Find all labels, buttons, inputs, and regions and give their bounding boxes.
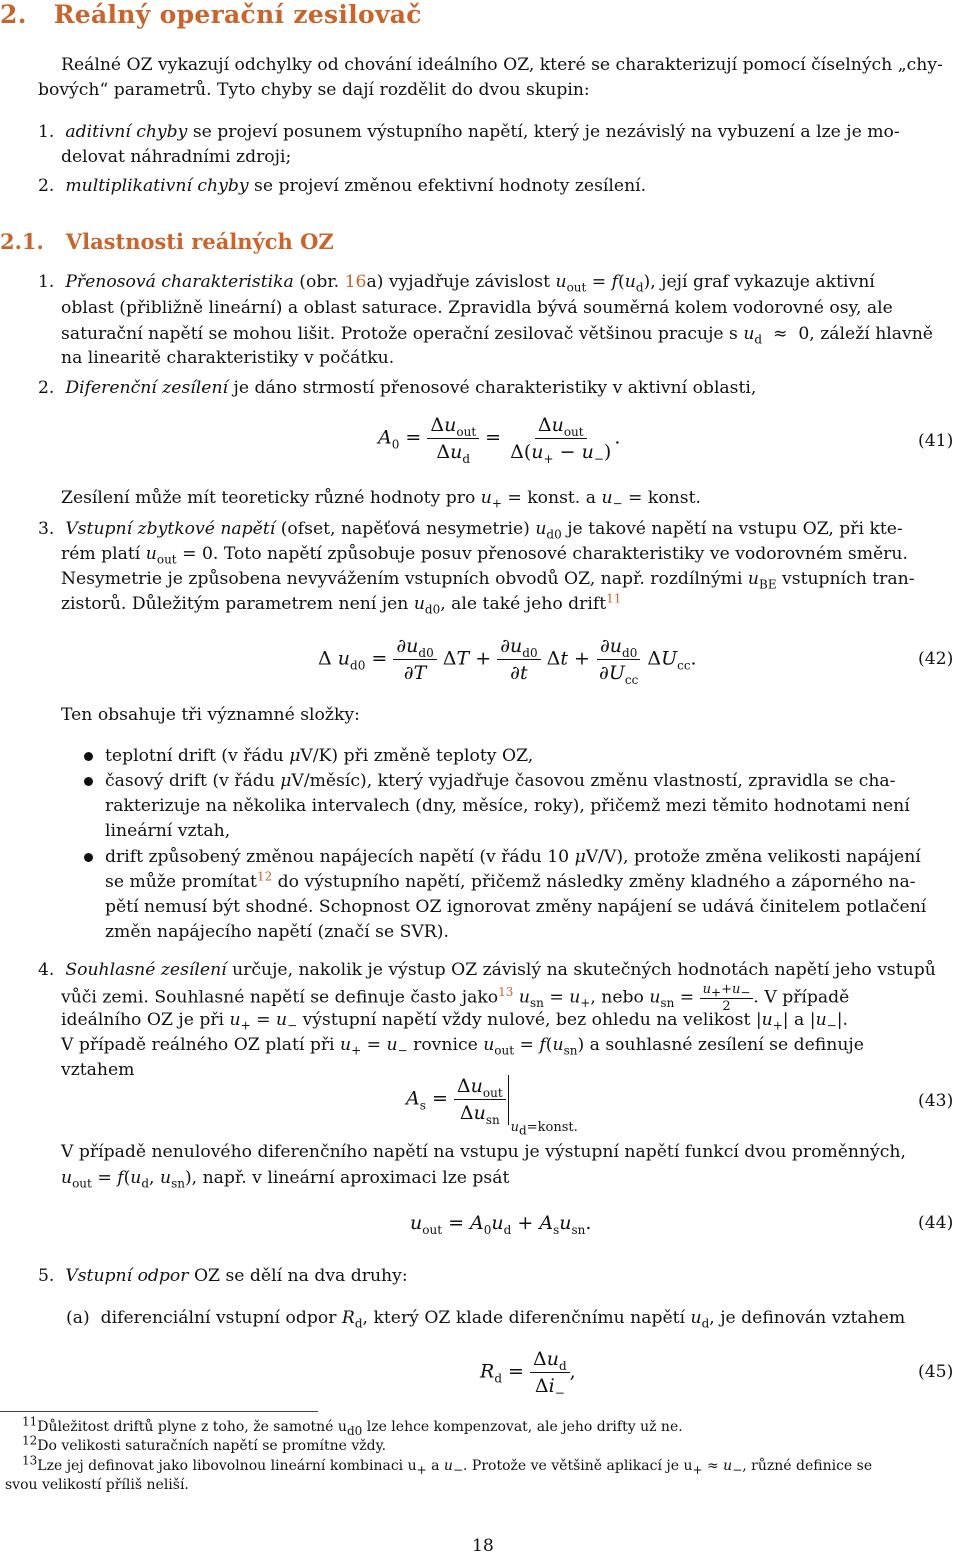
footnote-13-cont: svou velikostí příliš neliší. xyxy=(5,1477,189,1493)
term-additive-errors: aditivní chyby xyxy=(65,122,188,142)
equation-43: $A_s$ = $\frac{\Delta u_{out}}{\Delta u_{sn}}$ $_{u_d=konst.}$ xyxy=(406,1075,578,1138)
intro-line-1: Reálné OZ vykazují odchylky od chování ideálního OZ, které se charakterizují pomocí číselných „chy- xyxy=(61,55,943,75)
figure-reference-link[interactable]: 16 xyxy=(344,272,367,292)
property-4-line-2: vůči zemi. Souhlasné napětí se definuje často jako$^{13}$ $u_{sn} = u_+$, nebo $u_{sn}$ = $\frac{u_++u_-}{2}$ . V případě xyxy=(61,982,850,1014)
property-4-line-6: V případě nenulového diferenčního napětí na vstupu je výstupní napětí funkcí dvou proměnných, xyxy=(61,1142,906,1162)
property-4-line-3: ideálního OZ je při $u_+ = u_-$ výstupní napětí vždy nulové, bez ohledu na velikost $|u_+|$ a $|u_-|$. xyxy=(61,1010,848,1033)
drift-item-3-line-4: změn napájecího napětí (značí se SVR). xyxy=(105,922,449,942)
intro-line-2: bových“ parametrů. Tyto chyby se dají rozdělit do dvou skupin: xyxy=(38,80,590,100)
footnote-rule xyxy=(0,1411,318,1412)
drift-item-2-line-1: časový drift (v řádu μV/měsíc), který vyjadřuje časovou změnu vlastností, zpravidla se cha- xyxy=(105,771,896,791)
error-type-2: 2. multiplikativní chyby se projeví změnou efektivní hodnoty zesílení. xyxy=(38,176,647,196)
drift-item-3-line-2: se může promítat$^{12}$ do výstupního napětí, přičemž následky změny kladného a záporného na- xyxy=(105,869,916,892)
equation-number-42: (42) xyxy=(918,649,954,669)
footnote-ref-11[interactable]: 11 xyxy=(606,591,622,606)
property-4-line-5: vztahem xyxy=(61,1060,135,1080)
property-2-line-2: Zesílení může mít teoreticky různé hodnoty pro $u_+$ = konst. a $u_-$ = konst. xyxy=(61,488,701,511)
property-1-line-3: saturační napětí se mohou lišit. Protože operační zesilovač většinou pracuje s $u_d \approx 0$, záleží hlavně xyxy=(61,324,933,347)
equation-number-44: (44) xyxy=(918,1213,954,1233)
drift-item-2-line-3: lineární vztah, xyxy=(105,821,231,841)
footnote-12: $^{12}$Do velikosti saturačních napětí se promítne vždy. xyxy=(22,1433,387,1454)
footnote-13: $^{13}$Lze jej definovat jako libovolnou lineární kombinaci $u_+$ a $u_-$. Protože ve většině aplikací je $u_+ \approx u_-$, různé definice se xyxy=(22,1453,873,1477)
property-4-line-7: $u_{out} = f(u_d$, $u_{sn}$), např. v lineární aproximaci lze psát xyxy=(61,1168,510,1191)
term-multiplicative-errors: multiplikativní chyby xyxy=(65,176,249,196)
property-5-line-1: 5. Vstupní odpor OZ se dělí na dva druhy: xyxy=(38,1266,408,1286)
equation-41: $A_0$ = $\frac{\Delta u_{out}}{\Delta u_d}$ = $\frac{\Delta u_{out}}{\Delta(u_+ - u_-)}$ . xyxy=(378,414,621,466)
property-3-line-2: rém platí $u_{out} = 0$. Toto napětí způsobuje posuv přenosové charakteristiky ve vodorovném směru. xyxy=(61,544,908,567)
property-3-line-1: 3. Vstupní zbytkové napětí (ofset, napěťová nesymetrie) $u_{d0}$ je takové napětí na vstupu OZ, při kte- xyxy=(38,519,903,542)
equation-number-41: (41) xyxy=(918,431,954,451)
property-4-line-4: V případě reálného OZ platí při $u_+ = u_-$ rovnice $u_{out} = f(u_{sn})$ a souhlasné zesílení se definuje xyxy=(61,1035,864,1058)
equation-44: $u_{out} = A_0u_d + A_su_{sn}$. xyxy=(410,1212,592,1237)
section-number: 2. xyxy=(0,0,27,29)
section-heading xyxy=(0,0,422,29)
page-number: 18 xyxy=(472,1536,494,1556)
equation-45: $R_d$ = $\frac{\Delta u_d}{\Delta i_-}$ , xyxy=(480,1348,576,1400)
footnote-11: $^{11}$Důležitost driftů plyne z toho, že samotné $u_{d0}$ lze lehce kompenzovat, ale jeho drifty už ne. xyxy=(22,1414,683,1438)
property-3-line-3: Nesymetrie je způsobena nevyvážením vstupních obvodů OZ, např. rozdílnými $u_{BE}$ vstupních tran- xyxy=(61,569,915,592)
property-3-line-5: Ten obsahuje tři významné složky: xyxy=(61,705,360,725)
bullet-icon xyxy=(84,853,93,862)
property-2-line-1: 2. Diferenční zesílení je dáno strmostí přenosové charakteristiky v aktivní oblasti, xyxy=(38,378,757,398)
property-3-line-4: zistorů. Důležitým parametrem není jen $u_{d0}$, ale také jeho drift$^{11}$ xyxy=(61,591,622,617)
bullet-icon xyxy=(84,752,93,761)
section-title: Reálný operační zesilovač xyxy=(53,0,422,29)
drift-item-3-line-3: pětí nemusí být shodné. Schopnost OZ ignorovat změny napájení se udává činitelem potlačení xyxy=(105,897,927,917)
property-1-line-1: 1. Přenosová charakteristika (obr. 16a) vyjadřuje závislost $u_{out} = f(u_d)$, její graf vykazuje aktivní xyxy=(38,272,875,295)
drift-item-3-line-1: drift způsobený změnou napájecích napětí (v řádu 10 μV/V), protože změna velikosti napájení xyxy=(105,847,921,867)
property-1-line-2: oblast (přibližně lineární) a oblast saturace. Zpravidla bývá souměrná kolem vodorovné osy, ale xyxy=(61,298,893,318)
drift-item-1: teplotní drift (v řádu μV/K) při změně teploty OZ, xyxy=(105,746,534,766)
property-1-line-4: na linearitě charakteristiky v počátku. xyxy=(61,348,395,368)
equation-number-43: (43) xyxy=(918,1091,954,1111)
property-5a-line-1: (a) diferenciální vstupní odpor $R_d$, který OZ klade diferenčnímu napětí $u_d$, je definován vztahem xyxy=(66,1308,906,1331)
subsection-number: 2.1. xyxy=(0,229,44,254)
equation-number-45: (45) xyxy=(918,1362,954,1382)
property-4-line-1: 4. Souhlasné zesílení určuje, nakolik je výstup OZ závislý na skutečných hodnotách napětí jeho vstupů xyxy=(38,960,936,980)
footnote-ref-12[interactable]: 12 xyxy=(256,869,273,884)
subsection-title: Vlastnosti reálných OZ xyxy=(65,229,334,254)
error-type-1: 1. aditivní chyby se projeví posunem výstupního napětí, který je nezávislý na vybuzení a lze je mo- xyxy=(38,122,900,142)
error-type-1-cont: delovat náhradními zdroji; xyxy=(61,147,292,167)
equation-42: Δ $u_{d0}$ = $\frac{\partial u_{d0}}{\partial T}$ ΔT + $\frac{\partial u_{d0}}{\partial t}$ Δt + $\frac{\partial u_{d0}}{\partial U_{cc}}$ $\Delta U_{cc}$. xyxy=(318,635,697,687)
bullet-icon xyxy=(84,777,93,786)
footnote-ref-13[interactable]: 13 xyxy=(498,984,514,999)
subsection-heading xyxy=(0,229,334,254)
drift-item-2-line-2: rakterizuje na několika intervalech (dny, měsíce, roky), přičemž mezi těmito hodnotami není xyxy=(105,796,910,816)
